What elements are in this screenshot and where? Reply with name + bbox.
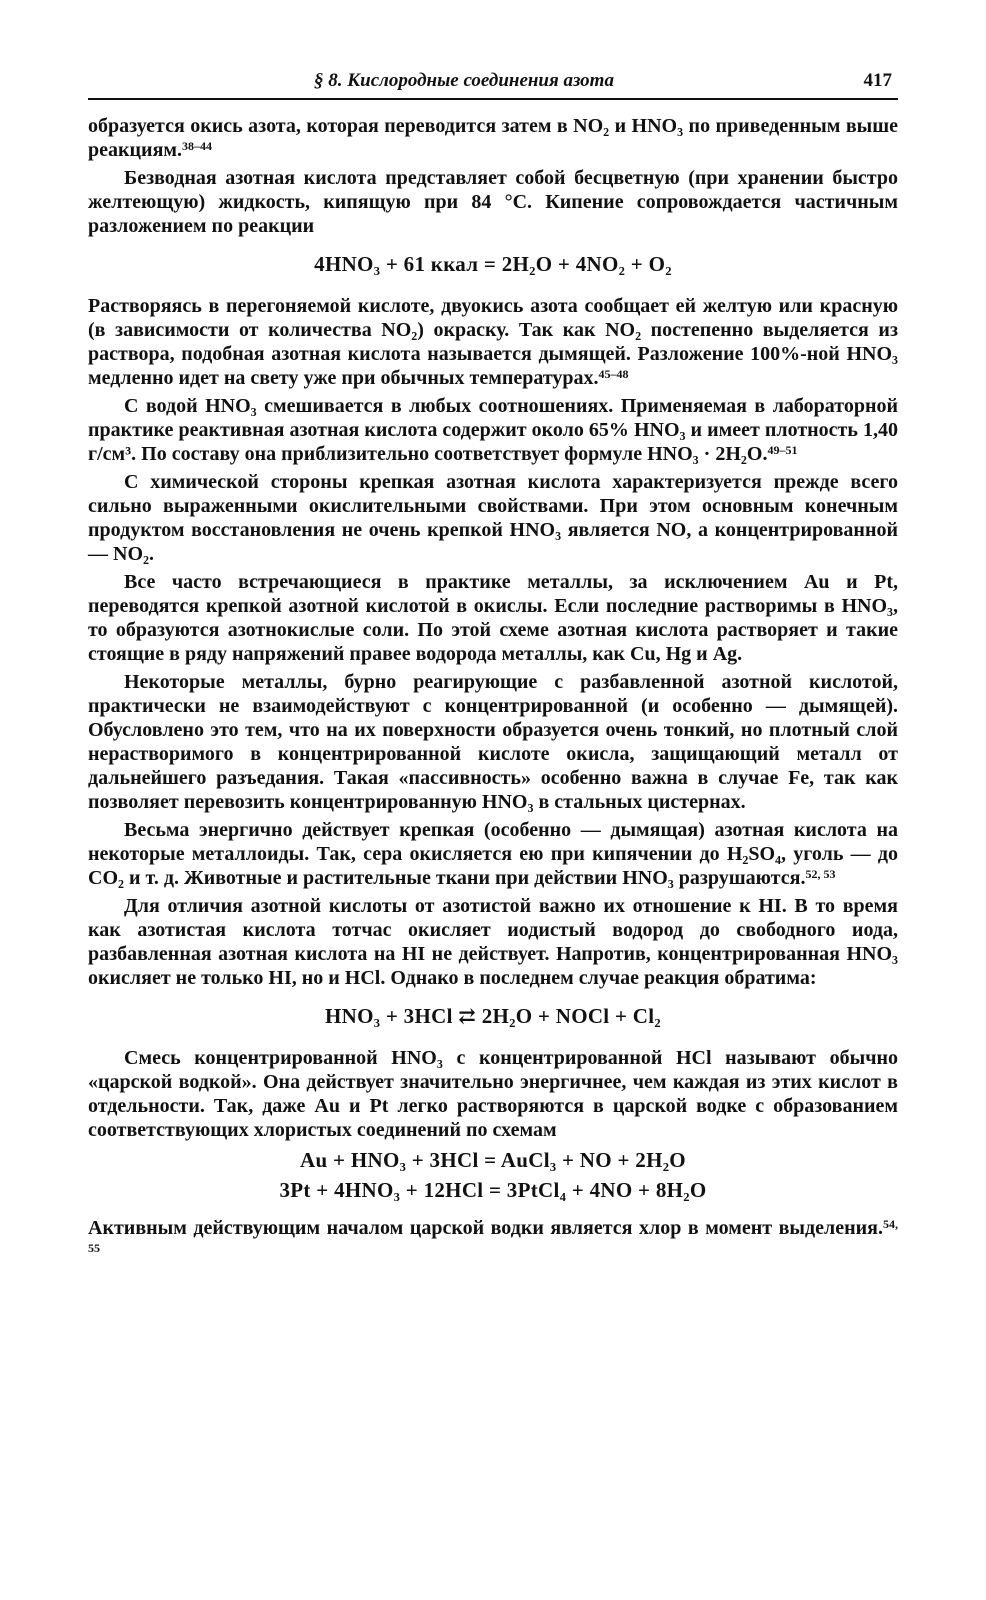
paragraph: Активным действующим началом царской водки является хлор в момент выделения.$^{54, 55}$ [88, 1217, 898, 1255]
reference-marker: 54, 55 [88, 1217, 898, 1255]
paragraph: С химической стороны крепкая азотная кислота характеризуется прежде всего сильно выраженными окислительными свойствами. При этом основным конечным продуктом восстановления не очень крепкой HNO₃ является NO, а концентрированной — NO₂. [88, 471, 898, 565]
paragraph: С водой HNO₃ смешивается в любых соотношениях. Применяемая в лабораторной практике реактивная азотная кислота содержит около 65% HNO₃ и имеет плотность 1,40 г/см³. По составу она приблизительно соответствует формуле HNO₃ · 2H₂O.$^{49-51}$ [88, 395, 898, 465]
book-page [88, 70, 898, 1268]
reference-marker: 52, 53 [805, 867, 836, 881]
equation: Au + HNO₃ + 3HCl = AuCl₃ + NO + 2H₂O [300, 1148, 686, 1172]
reference-marker: 45–48 [598, 367, 629, 381]
paragraph: Смесь концентрированной HNO₃ с концентрированной HCl называют обычно «царской водкой». Она действует значительно энергичнее, чем каждая из этих кислот в отдельности. Так, даже Au и Pt легко растворяются в царской водке с образованием соответствующих хлористых соединений по схемам [88, 1047, 898, 1141]
page-header [88, 70, 898, 100]
running-title: § 8. Кислородные соединения азота [314, 70, 614, 91]
paragraph: образуется окись азота, которая переводится затем в NO₂ и HNO₃ по приведенным выше реакциям.$^{38-44}$ [88, 115, 898, 161]
page-body [88, 114, 898, 1264]
paragraph: Безводная азотная кислота представляет собой бесцветную (при хранении быстро желтеющую) жидкость, кипящую при 84 °C. Кипение сопровождается частичным разложением по реакции [88, 167, 898, 237]
reference-marker: 38–44 [182, 139, 213, 153]
paragraph: Весьма энергично действует крепкая (особенно — дымящая) азотная кислота на некоторые металлоиды. Так, сера окисляется ею при кипячении до H₂SO₄, уголь — до CO₂ и т. д. Животные и растительные ткани при действии HNO₃ разрушаются.$^{52, 53}$ [88, 819, 898, 889]
page-number: 417 [863, 70, 892, 91]
paragraph: Растворяясь в перегоняемой кислоте, двуокись азота сообщает ей желтую или красную (в зависимости от количества NO₂) окраску. Так как NO₂ постепенно выделяется из раствора, подобная азотная кислота называется дымящей. Разложение 100%-ной HNO₃ медленно идет на свету уже при обычных температурах.$^{45-48}$ [88, 295, 898, 389]
equation: 4HNO₃ + 61 ккал = 2H₂O + 4NO₂ + O₂ [314, 252, 672, 276]
paragraph: Для отличия азотной кислоты от азотистой важно их отношение к HI. В то время как азотистая кислота тотчас окисляет иодистый водород до свободного иода, разбавленная азотная кислота на HI не действует. Напротив, концентрированная HNO₃ окисляет не только HI, но и HCl. Однако в последнем случае реакция обратима: [88, 895, 898, 989]
equation: HNO₃ + 3HCl ⇄ 2H₂O + NOCl + Cl₂ [324, 1004, 662, 1028]
paragraph: Некоторые металлы, бурно реагирующие с разбавленной азотной кислотой, практически не взаимодействуют с концентрированной (и особенно — дымящей). Обусловлено это тем, что на их поверхности образуется очень тонкий, но плотный слой нерастворимого в концентрированной кислоте окисла, защищающий металл от дальнейшего разъедания. Такая «пассивность» особенно важна в случае Fe, так как позволяет перевозить концентрированную HNO₃ в стальных цистернах. [88, 671, 898, 813]
paragraph: Все часто встречающиеся в практике металлы, за исключением Au и Pt, переводятся крепкой азотной кислотой в окислы. Если последние растворимы в HNO₃, то образуются азотнокислые соли. По этой схеме азотная кислота растворяет и такие стоящие в ряду напряжений правее водорода металлы, как Cu, Hg и Ag. [88, 571, 898, 665]
reference-marker: 49–51 [767, 443, 798, 457]
equation: 3Pt + 4HNO₃ + 12HCl = 3PtCl₄ + 4NO + 8H₂O [279, 1178, 707, 1202]
